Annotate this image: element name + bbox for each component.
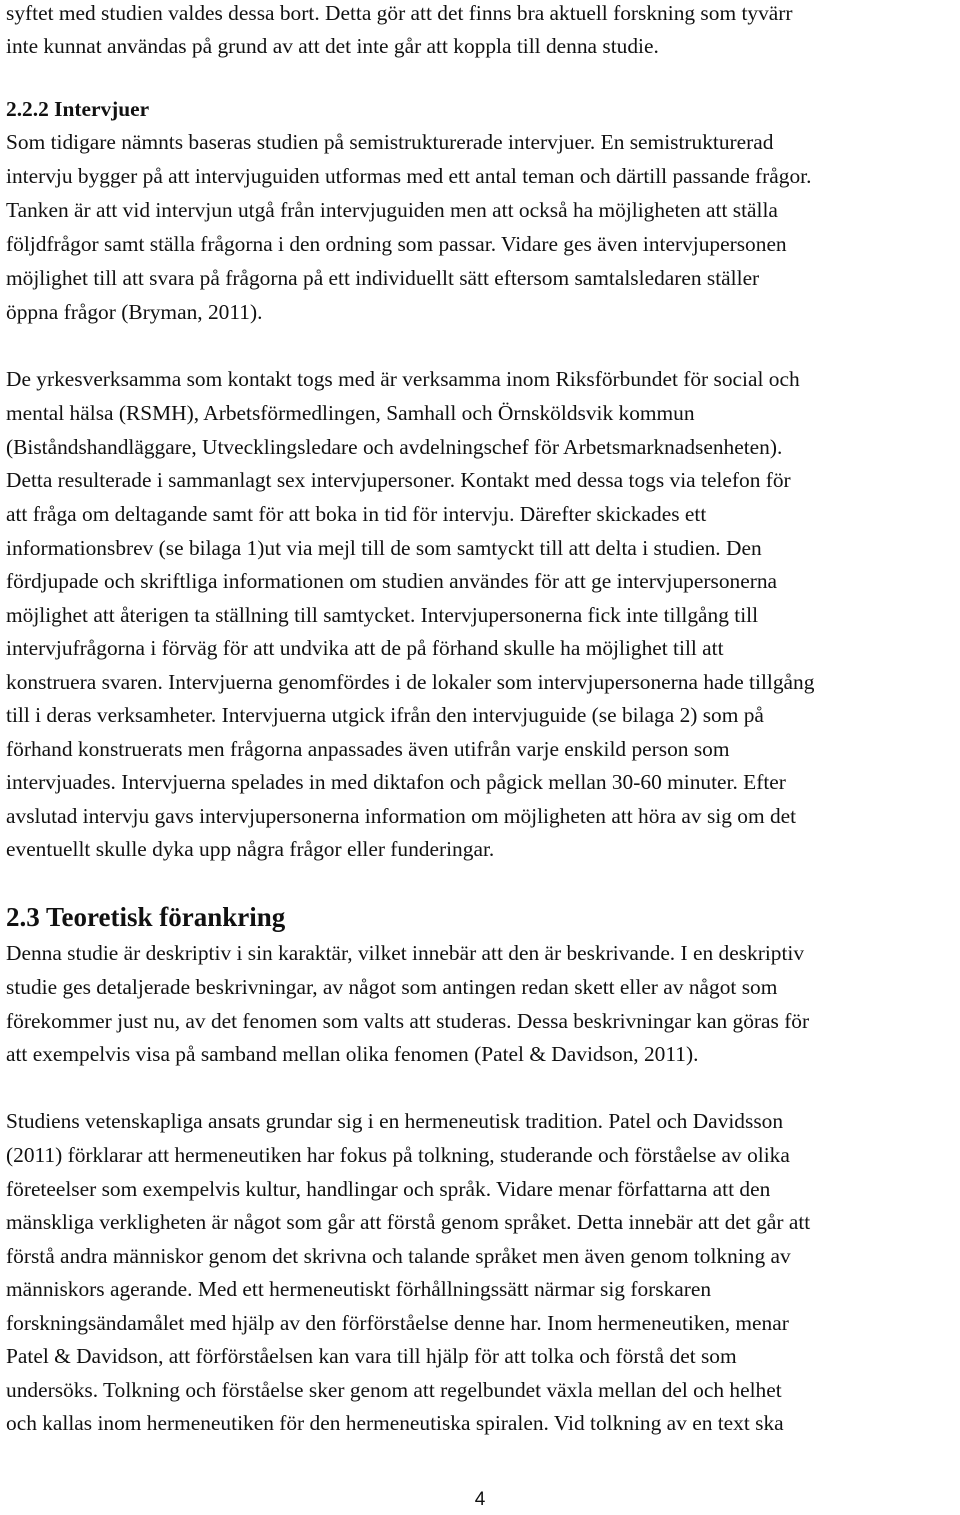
text-line: syftet med studien valdes dessa bort. Detta gör att det finns bra aktuell forskning som tyvärr [6,1,793,25]
text-line: studie ges detaljerade beskrivningar, av något som antingen redan skett eller av något som [6,975,778,999]
text-line: (2011) förklarar att hermeneutiken har fokus på tolkning, studerande och förståelse av olika [6,1143,790,1167]
text-line: intervjuades. Intervjuerna spelades in med diktafon och pågick mellan 30-60 minuter. Efter [6,770,786,794]
text-line: Tanken är att vid intervjun utgå från intervjuguiden men att också ha möjligheten att ställa [6,198,778,222]
text-line: inte kunnat användas på grund av att det inte går att koppla till denna studie. [6,34,659,58]
text-line: Detta resulterade i sammanlagt sex intervjupersoner. Kontakt med dessa togs via telefon för [6,468,791,492]
page-number: 4 [474,1489,486,1510]
text-line: följdfrågor samt ställa frågorna i den ordning som passar. Vidare ges även intervjupersonen [6,232,787,256]
text-line: att exempelvis visa på samband mellan olika fenomen (Patel & Davidson, 2011). [6,1042,699,1066]
text-line: Patel & Davidson, att förförståelsen kan vara till hjälp för att tolka och förstå det som [6,1344,737,1368]
section-heading: 2.3 Teoretisk förankring [6,902,286,932]
text-line: avslutad intervju gavs intervjupersonerna information om möjligheten att höra av sig om det [6,804,797,828]
text-line: mänskliga verkligheten är något som går att förstå genom språket. Detta innebär att det går att [6,1210,811,1234]
text-line: möjlighet till att svara på frågorna på ett individuellt sätt eftersom samtalsledaren ställer [6,266,760,290]
text-line: att fråga om deltagande samt för att boka in tid för intervju. Därefter skickades ett [6,502,707,526]
text-line: Studiens vetenskapliga ansats grundar sig i en hermeneutisk tradition. Patel och Davidsson [6,1109,784,1133]
text-line: möjlighet att återigen ta ställning till samtycket. Intervjupersonerna fick inte tillgång till [6,603,759,627]
text-line: intervju bygger på att intervjuguiden utformas med ett antal teman och därtill passande frågor. [6,164,812,188]
text-line: De yrkesverksamma som kontakt togs med är verksamma inom Riksförbundet för social och [6,367,800,391]
text-line: undersöks. Tolkning och förståelse sker genom att regelbundet växla mellan del och helhet [6,1378,782,1402]
text-line: och kallas inom hermeneutiken för den hermeneutiska spiralen. Vid tolkning av en text ska [6,1411,784,1435]
text-line: företeelser som exempelvis kultur, handlingar och språk. Vidare menar författarna att den [6,1177,771,1201]
text-line: forskningsändamålet med hjälp av den förförståelse denne har. Inom hermeneutiken, menar [6,1311,789,1335]
text-line: fördjupade och skriftliga informationen om studien användes för att ge intervjupersonerna [6,569,778,593]
text-line: människors agerande. Med ett hermeneutiskt förhållningssätt närmar sig forskaren [6,1277,712,1301]
text-line: konstruera svaren. Intervjuerna genomfördes i de lokaler som intervjupersonerna hade tillgång [6,670,815,694]
text-line: Denna studie är deskriptiv i sin karaktär, vilket innebär att den är beskrivande. I en deskriptiv [6,941,805,965]
text-line: förhand konstruerats men frågorna anpassades även utifrån varje enskild person som [6,737,730,761]
text-line: öppna frågor (Bryman, 2011). [6,300,263,324]
text-line: Som tidigare nämnts baseras studien på semistrukturerade intervjuer. En semistrukturerad [6,130,774,154]
text-line: till i deras verksamheter. Intervjuerna utgick ifrån den intervjuguide (se bilaga 2) som på [6,703,764,727]
text-line: intervjufrågorna i förväg för att undvika att de på förhand skulle ha möjlighet till att [6,636,724,660]
text-line: (Biståndshandläggare, Utvecklingsledare och avdelningschef för Arbetsmarknadsenheten). [6,435,783,459]
text-line: förstå andra människor genom det skrivna och talande språket men även genom tolkning av [6,1244,791,1268]
text-line: förekommer just nu, av det fenomen som valts att studeras. Dessa beskrivningar kan göras för [6,1009,810,1033]
text-line: eventuellt skulle dyka upp några frågor eller funderingar. [6,837,495,861]
section-heading: 2.2.2 Intervjuer [6,97,150,121]
text-line: informationsbrev (se bilaga 1)ut via mejl till de som samtyckt till att delta i studien. Den [6,536,762,560]
text-line: mental hälsa (RSMH), Arbetsförmedlingen, Samhall och Örnsköldsvik kommun [6,401,695,425]
